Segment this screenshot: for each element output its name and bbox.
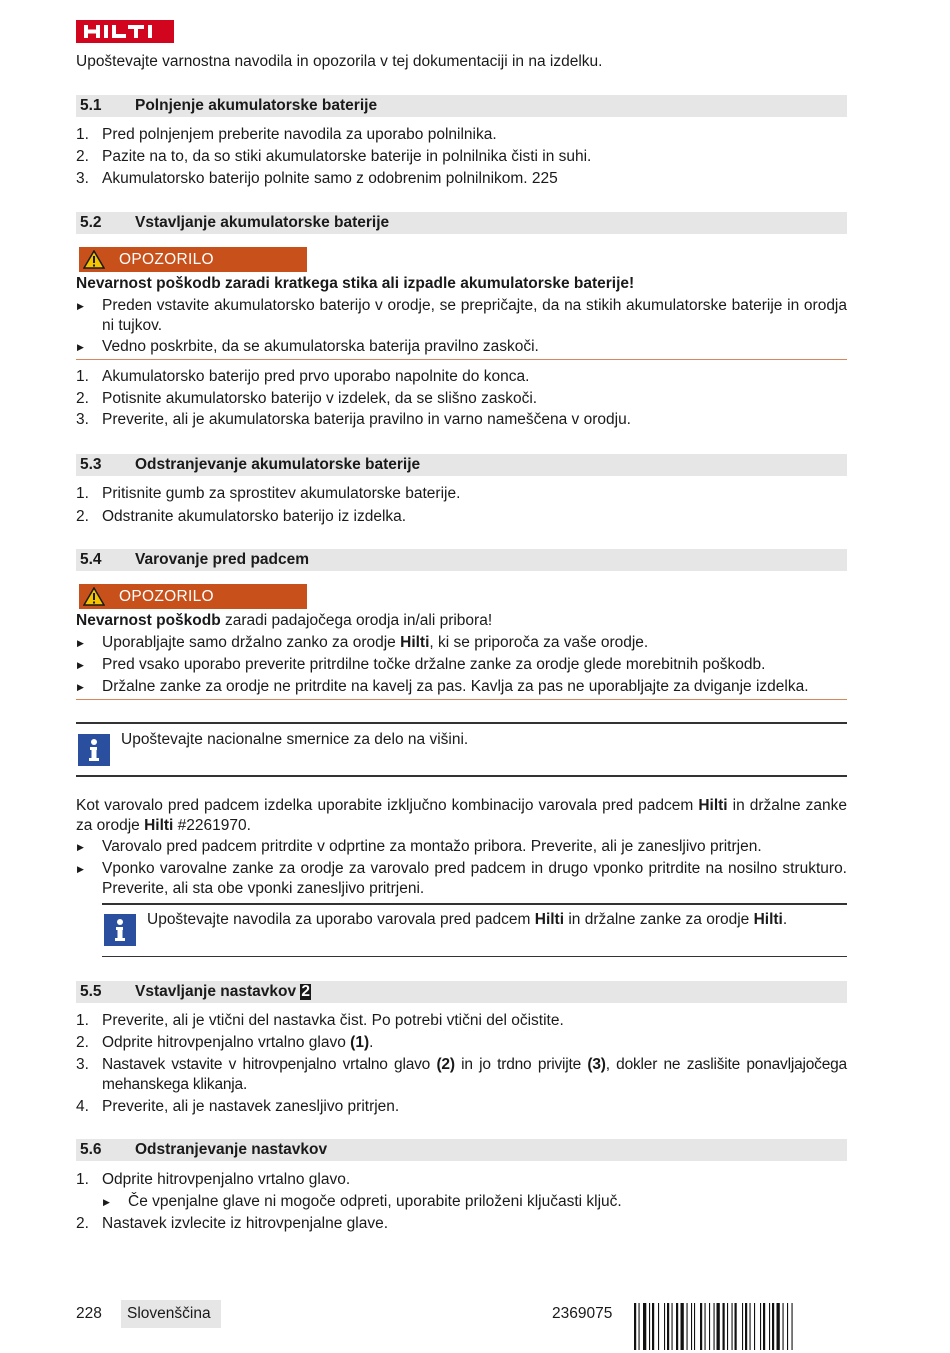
section-number: 5.4: [80, 551, 102, 568]
section-number: 5.2: [80, 214, 102, 231]
info-icon: [78, 734, 110, 766]
section-title: Varovanje pred padcem: [135, 551, 310, 568]
bullet-item: ▶ Preden vstavite akumulatorsko baterijo v orodje, se prepričajte, da na stikih akumulatorske baterije in orodja ni tujkov.: [77, 297, 847, 334]
section-heading-5-4: [76, 549, 847, 571]
warning-divider: [76, 359, 847, 360]
warning-heading: Nevarnost poškodb zaradi kratkega stika ali izpadle akumulatorske baterije!: [76, 275, 635, 292]
hilti-logo-mark: [76, 20, 174, 43]
warning-heading: Nevarnost poškodb zaradi padajočega orodja in/ali pribora!: [76, 612, 493, 629]
bullet-item: ▶ Vponko varovalne zanke za orodje za varovalo pred padcem in drugo vponko pritrdite na nosilno strukturo. Preverite, ali sta obe vponki zanesljivo pritrjeni.: [77, 860, 847, 897]
language-label: Slovenščina: [121, 1300, 221, 1328]
section-title: Polnjenje akumulatorske baterije: [135, 97, 378, 114]
info-icon: [104, 914, 136, 946]
section-heading-5-6: [76, 1139, 847, 1161]
intro-text: Upoštevajte varnostna navodila in opozorila v tej dokumentaciji in na izdelku.: [76, 53, 603, 70]
hilti-logo: [76, 20, 174, 43]
warning-divider: [76, 699, 847, 700]
warning-banner: [79, 584, 307, 609]
warning-icon: [83, 587, 105, 606]
note-text: Upoštevajte navodila za uporabo varovala pred padcem Hilti in držalne zanke za orodje Hilti.: [147, 911, 788, 928]
section-title: Vstavljanje nastavkov 2: [135, 983, 311, 1000]
section-title: Odstranjevanje akumulatorske baterije: [135, 456, 421, 473]
section-heading-5-5: [76, 981, 847, 1003]
section-title: Vstavljanje akumulatorske baterije: [135, 214, 390, 231]
warning-banner: [79, 247, 307, 272]
note-rule-bottom: [102, 956, 847, 957]
list-item: 3. Nastavek vstavite v hitrovpenjalno vrtalno glavo (2) in jo trdno privijte (3), dokler ne zaslišite ponavljajočega mehanskega klikanja.: [76, 1056, 847, 1093]
note-text: Upoštevajte nacionalne smernice za delo na višini.: [121, 731, 469, 748]
section-number: 5.6: [80, 1141, 102, 1158]
note-rule-bottom: [76, 775, 847, 777]
paragraph: Kot varovalo pred padcem izdelka uporabite izključno kombinacijo varovala pred padcem Hilti in držalne zanke za orodje Hilti #2261970.: [76, 797, 847, 834]
document-number: 2369075: [552, 1305, 613, 1322]
warning-label: OPOZORILO: [119, 251, 214, 268]
warning-icon: [83, 250, 105, 269]
note-rule-top: [76, 722, 847, 724]
section-number: 5.3: [80, 456, 102, 473]
warning-label: OPOZORILO: [119, 588, 214, 605]
barcode: [634, 1303, 847, 1350]
section-heading-5-3: [76, 454, 847, 476]
section-heading-5-1: [76, 95, 847, 117]
section-title: Odstranjevanje nastavkov: [135, 1141, 328, 1158]
figure-reference: 2: [301, 983, 311, 1000]
section-number: 5.1: [80, 97, 102, 114]
section-number: 5.5: [80, 983, 102, 1000]
note-rule-top: [102, 903, 847, 905]
section-heading-5-2: [76, 212, 847, 234]
page-number: 228: [76, 1305, 102, 1322]
